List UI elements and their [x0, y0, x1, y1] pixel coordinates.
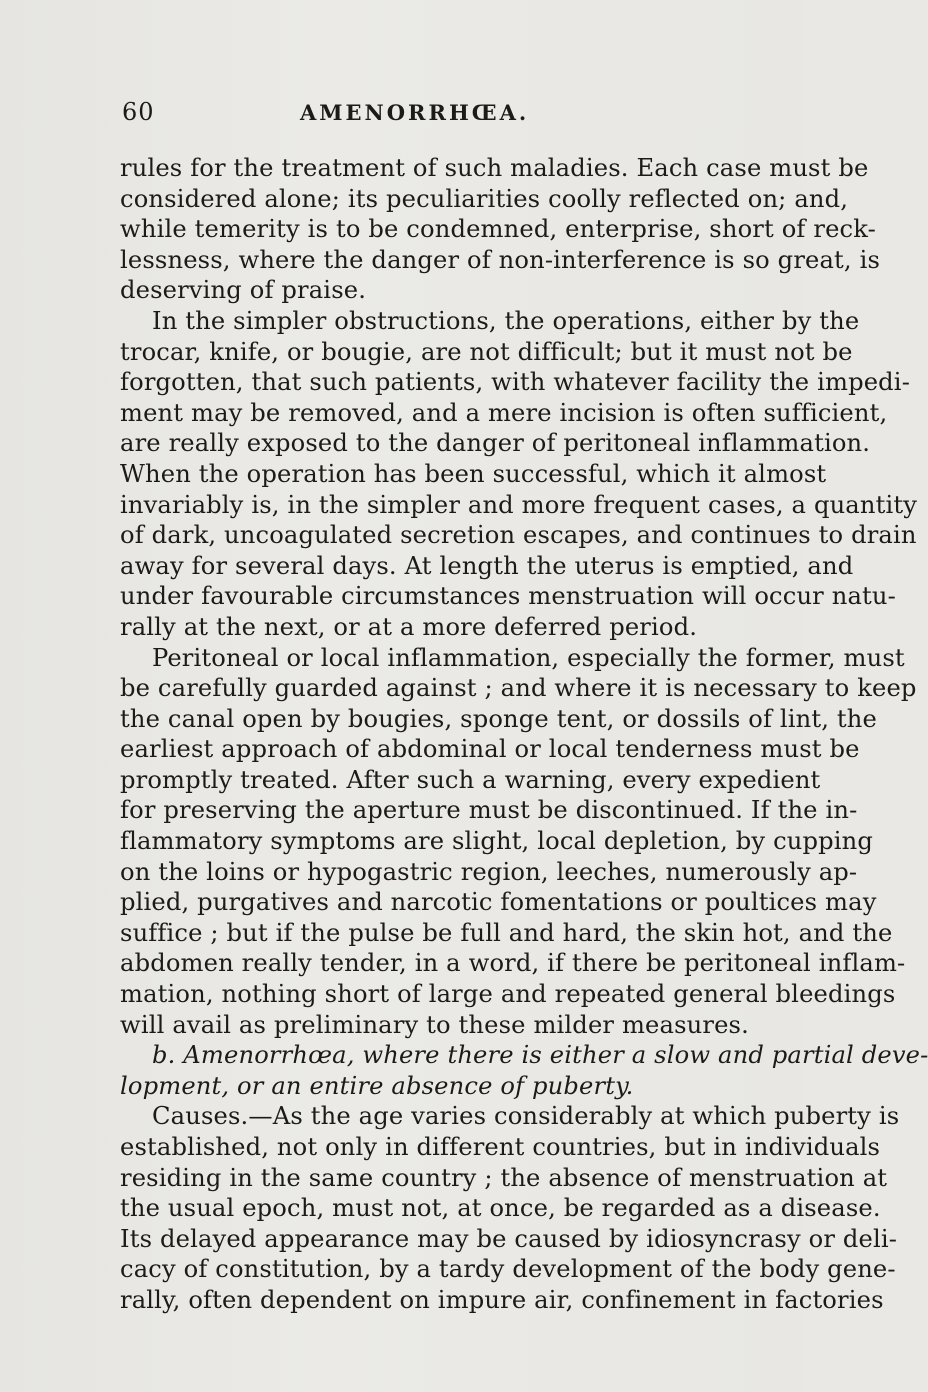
text-line: trocar, knife, or bougie, are not difficult; but it must not be — [120, 337, 853, 366]
text-line: plied, purgatives and narcotic fomentations or poultices may — [120, 888, 877, 917]
text-line: earliest approach of abdominal or local tenderness must be — [120, 735, 860, 764]
text-line: abdomen really tender, in a word, if there be peritoneal inflam- — [120, 949, 906, 978]
page-number: 60 — [122, 98, 155, 126]
text-line: invariably is, in the simpler and more frequent cases, a quantity — [120, 490, 918, 519]
text-line: the usual epoch, must not, at once, be regarded as a disease. — [120, 1194, 881, 1223]
text-line: Causes.—As the age varies considerably at which puberty is — [152, 1102, 900, 1131]
text-line: promptly treated. After such a warning, every expedient — [120, 765, 821, 794]
text-line: Peritoneal or local inflammation, especially the former, must — [152, 643, 905, 672]
text-line: residing in the same country ; the absence of menstruation at — [120, 1163, 888, 1192]
text-line: In the simpler obstructions, the operations, either by the — [152, 306, 860, 335]
section-heading-line: lopment, or an entire absence of puberty. — [120, 1071, 634, 1100]
text-line: on the loins or hypogastric region, leeches, numerously ap- — [120, 857, 858, 886]
text-line: Its delayed appearance may be caused by idiosyncrasy or deli- — [120, 1224, 898, 1253]
text-line: deserving of praise. — [120, 276, 367, 305]
text-line: lessness, where the danger of non-interference is so great, is — [120, 245, 881, 274]
text-line: suffice ; but if the pulse be full and hard, the skin hot, and the — [120, 918, 893, 947]
text-line: be carefully guarded against ; and where it is necessary to keep — [120, 674, 917, 703]
text-line: while temerity is to be condemned, enterprise, short of reck- — [120, 215, 876, 244]
text-line: ment may be removed, and a mere incision is often sufficient, — [120, 398, 888, 427]
page-header — [122, 98, 762, 138]
text-line: cacy of constitution, by a tardy development of the body gene- — [120, 1255, 896, 1284]
text-line: When the operation has been successful, which it almost — [120, 459, 827, 488]
text-line: rally at the next, or at a more deferred period. — [120, 612, 698, 641]
text-line: rules for the treatment of such maladies. Each case must be — [120, 154, 869, 182]
text-line: are really exposed to the danger of peritoneal inflammation. — [120, 429, 871, 458]
text-line: away for several days. At length the uterus is emptied, and — [120, 551, 854, 580]
text-line: of dark, uncoagulated secretion escapes, and continues to drain — [120, 521, 917, 550]
text-line: for preserving the aperture must be discontinued. If the in- — [120, 796, 858, 825]
text-line: flammatory symptoms are slight, local depletion, by cupping — [120, 827, 874, 856]
text-line: will avail as preliminary to these milder measures. — [120, 1010, 749, 1039]
section-heading-line: b. Amenorrhœa, where there is either a slow and partial deve- — [152, 1041, 928, 1070]
body-text — [120, 153, 928, 1316]
text-line: established, not only in different countries, but in individuals — [120, 1133, 881, 1161]
text-line: forgotten, that such patients, with whatever facility the impedi- — [120, 368, 911, 397]
text-line: under favourable circumstances menstruation will occur natu- — [120, 582, 896, 611]
running-head: AMENORRHŒA. — [300, 100, 530, 125]
text-line: mation, nothing short of large and repeated general bleedings — [120, 980, 896, 1009]
text-line: rally, often dependent on impure air, confinement in factories — [120, 1285, 884, 1314]
text-line: considered alone; its peculiarities coolly reflected on; and, — [120, 184, 849, 213]
text-line: the canal open by bougies, sponge tent, or dossils of lint, the — [120, 704, 877, 733]
